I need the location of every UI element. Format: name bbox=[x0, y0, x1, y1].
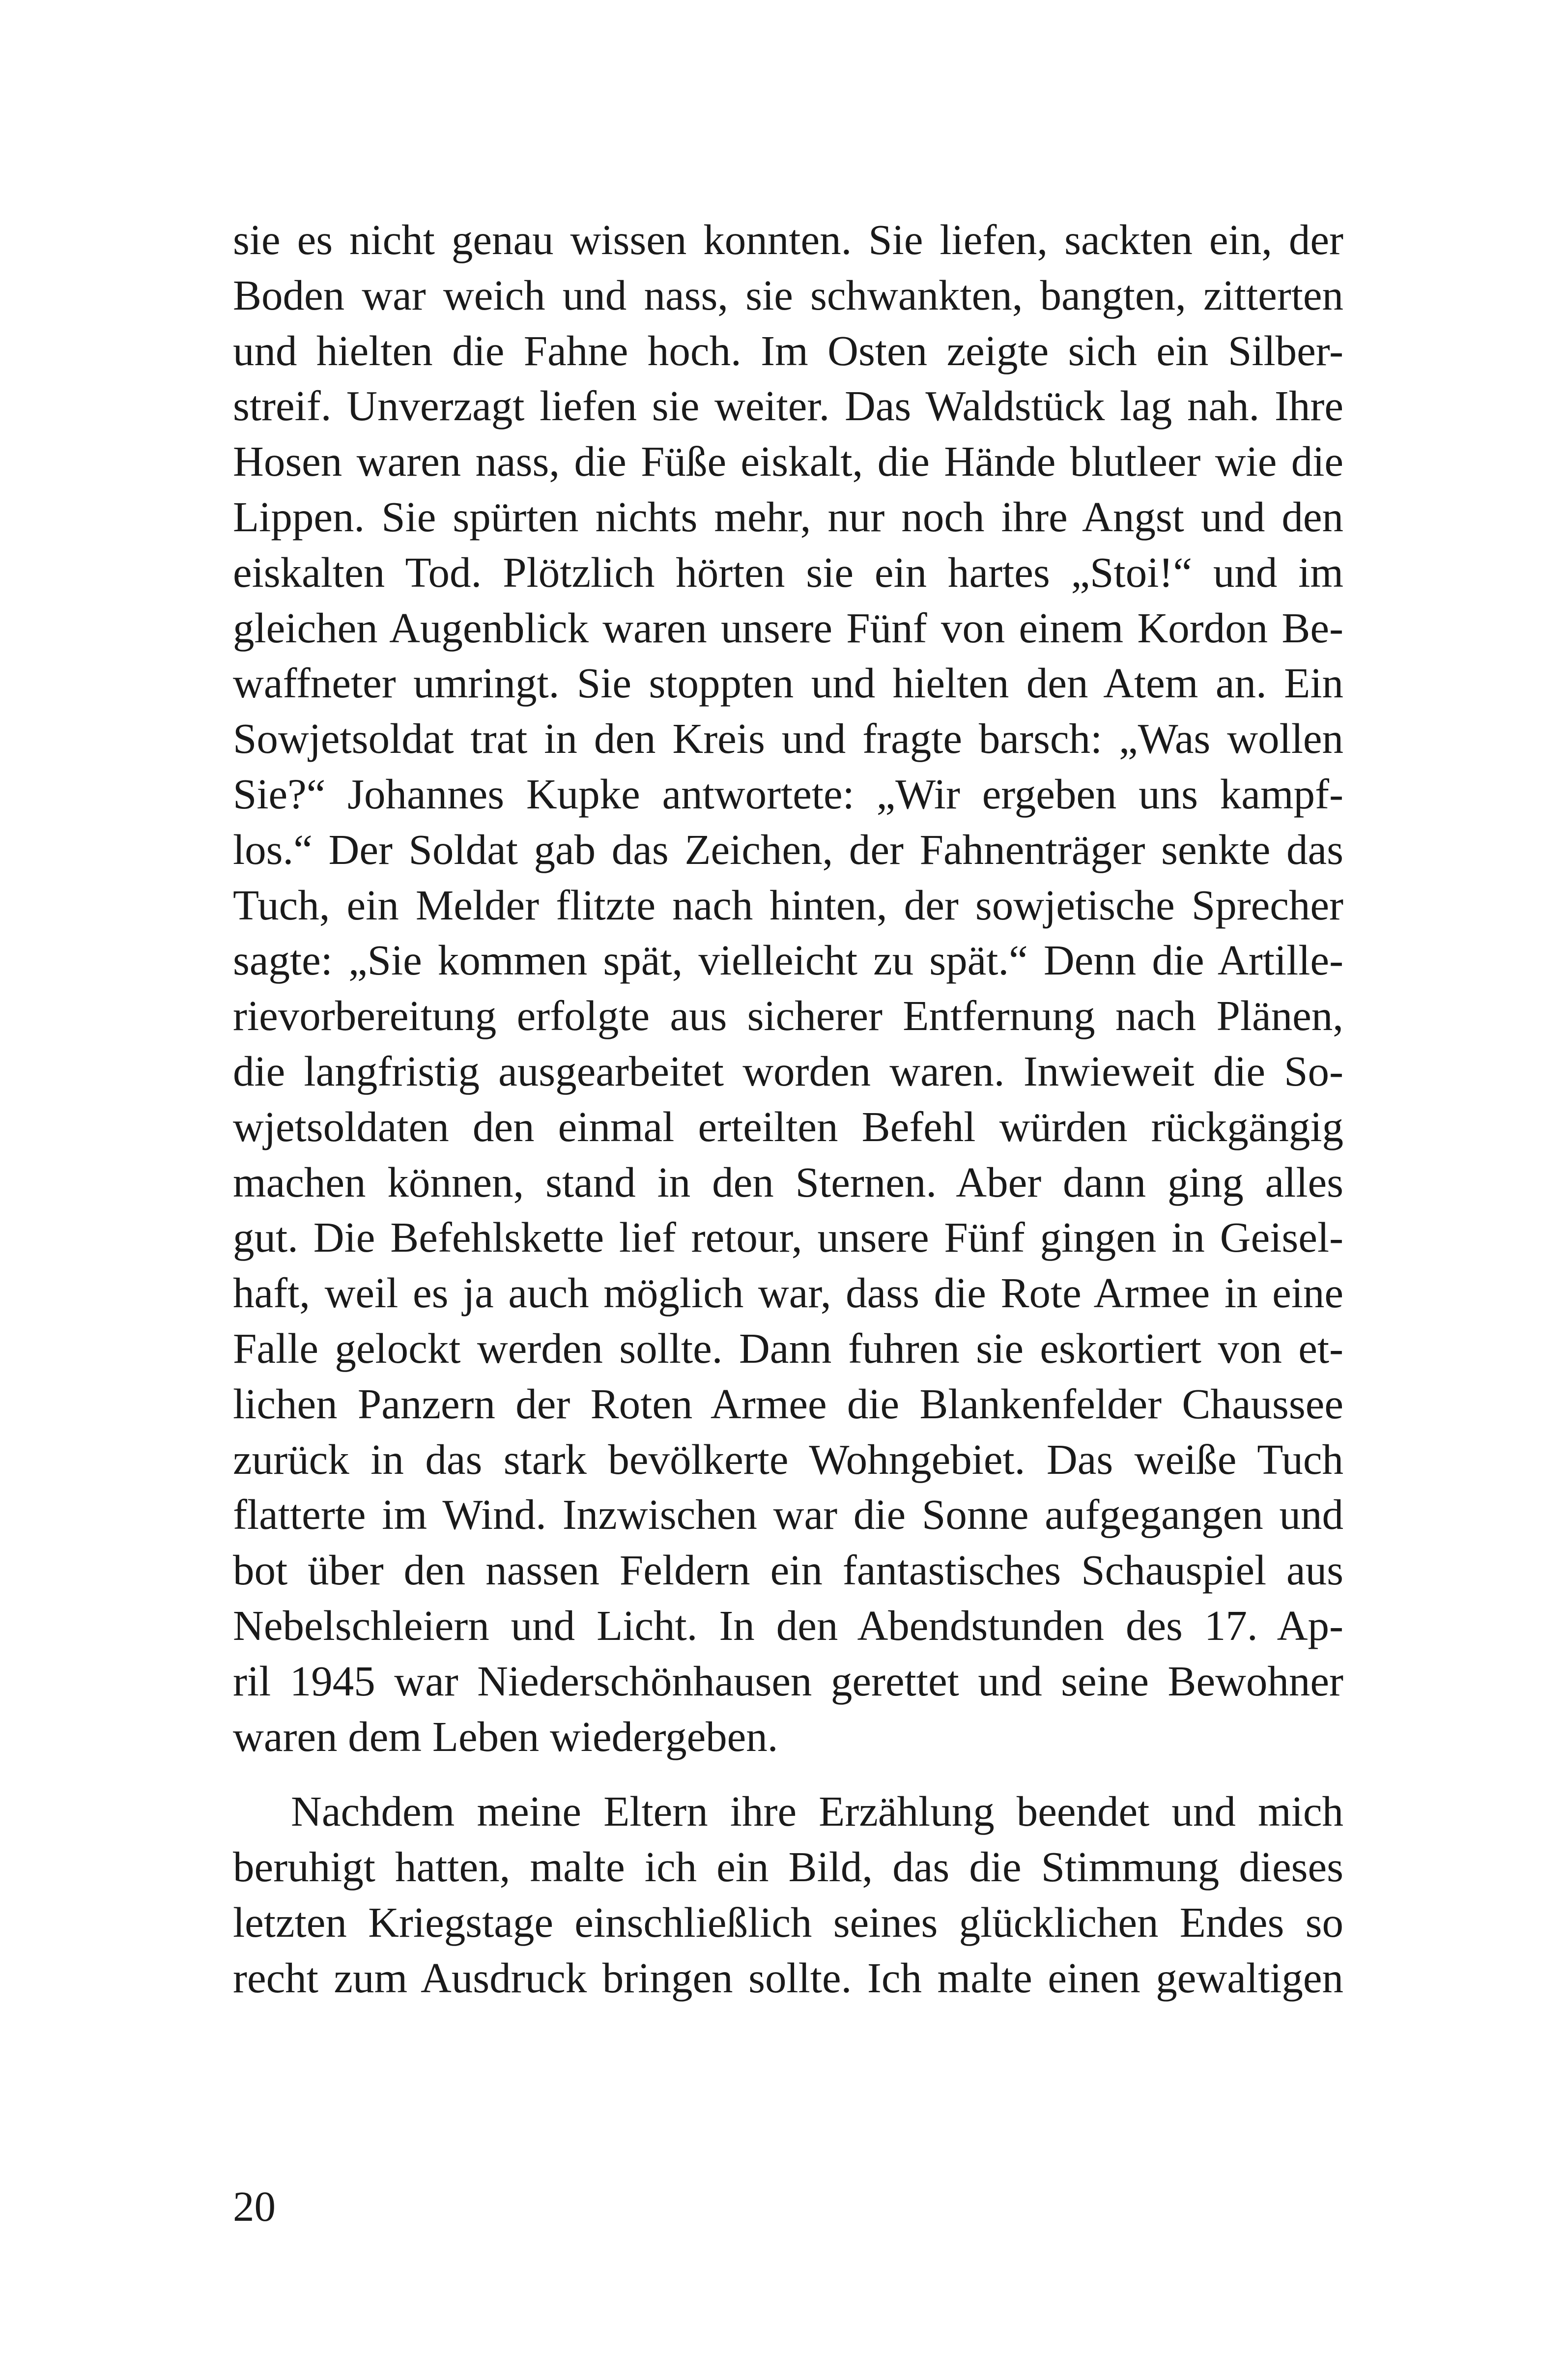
text-line: beruhigt hatten, malte ich ein Bild, das die Stimmung dieses bbox=[233, 1843, 1343, 1891]
text-line: Nebelschleiern und Licht. In den Abendstunden des 17. Ap- bbox=[233, 1601, 1343, 1649]
text-line: gut. Die Befehlskette lief retour, unsere Fünf gingen in Geisel- bbox=[233, 1213, 1343, 1262]
text-line: haft, weil es ja auch möglich war, dass die Rote Armee in eine bbox=[233, 1269, 1343, 1317]
text-line: waffneter umringt. Sie stoppten und hielten den Atem an. Ein bbox=[233, 659, 1343, 707]
text-line: gleichen Augenblick waren unsere Fünf von einem Kordon Be- bbox=[233, 603, 1343, 652]
text-line: recht zum Ausdruck bringen sollte. Ich malte einen gewaltigen bbox=[233, 1953, 1343, 2002]
text-line: waren dem Leben wiedergeben. bbox=[233, 1712, 778, 1760]
text-line: wjetsoldaten den einmal erteilten Befehl würden rückgängig bbox=[233, 1102, 1343, 1150]
paragraph bbox=[233, 212, 1343, 1764]
text-line: eiskalten Tod. Plötzlich hörten sie ein hartes „Stoi!“ und im bbox=[233, 548, 1343, 596]
text-line: Lippen. Sie spürten nichts mehr, nur noch ihre Angst und den bbox=[233, 492, 1343, 541]
text-line: los.“ Der Soldat gab das Zeichen, der Fahnenträger senkte das bbox=[233, 825, 1343, 873]
text-line: die langfristig ausgearbeitet worden waren. Inwieweit die So- bbox=[233, 1047, 1343, 1095]
text-line: Nachdem meine Eltern ihre Erzählung beendet und mich bbox=[291, 1787, 1343, 1835]
text-line: sagte: „Sie kommen spät, vielleicht zu spät.“ Denn die Artille- bbox=[233, 936, 1343, 984]
text-line: und hielten die Fahne hoch. Im Osten zeigte sich ein Silber- bbox=[233, 326, 1343, 374]
text-line: sie es nicht genau wissen konnten. Sie liefen, sackten ein, der bbox=[233, 216, 1343, 263]
text-line: machen können, stand in den Sternen. Aber dann ging alles bbox=[233, 1158, 1343, 1206]
text-line: flatterte im Wind. Inzwischen war die Sonne aufgegangen und bbox=[233, 1491, 1343, 1539]
body-text bbox=[233, 212, 1343, 2006]
text-line: Falle gelockt werden sollte. Dann fuhren sie eskortiert von et- bbox=[233, 1324, 1343, 1372]
text-line: zurück in das stark bevölkerte Wohngebiet. Das weiße Tuch bbox=[233, 1435, 1343, 1483]
text-line: Boden war weich und nass, sie schwankten, bangten, zitterten bbox=[233, 271, 1343, 319]
text-line: Tuch, ein Melder flitzte nach hinten, der sowjetische Sprecher bbox=[233, 881, 1343, 929]
paragraph bbox=[233, 1784, 1343, 2006]
page-number: 20 bbox=[233, 2182, 276, 2230]
text-line: Sie?“ Johannes Kupke antwortete: „Wir ergeben uns kampf- bbox=[233, 770, 1343, 818]
paragraph-gap bbox=[233, 1764, 1343, 1784]
text-line: letzten Kriegstage einschließlich seines glücklichen Endes so bbox=[233, 1898, 1343, 1946]
text-line: Hosen waren nass, die Füße eiskalt, die Hände blutleer wie die bbox=[233, 437, 1343, 486]
text-line: ril 1945 war Niederschönhausen gerettet und seine Bewohner bbox=[233, 1657, 1343, 1705]
text-line: streif. Unverzagt liefen sie weiter. Das Waldstück lag nah. Ihre bbox=[233, 382, 1343, 430]
text-line: lichen Panzern der Roten Armee die Blankenfelder Chaussee bbox=[233, 1379, 1343, 1428]
text-line: bot über den nassen Feldern ein fantastisches Schauspiel aus bbox=[233, 1546, 1343, 1594]
text-line: Sowjetsoldat trat in den Kreis und fragte barsch: „Was wollen bbox=[233, 715, 1343, 763]
text-line: rievorbereitung erfolgte aus sicherer Entfernung nach Plänen, bbox=[233, 992, 1343, 1040]
